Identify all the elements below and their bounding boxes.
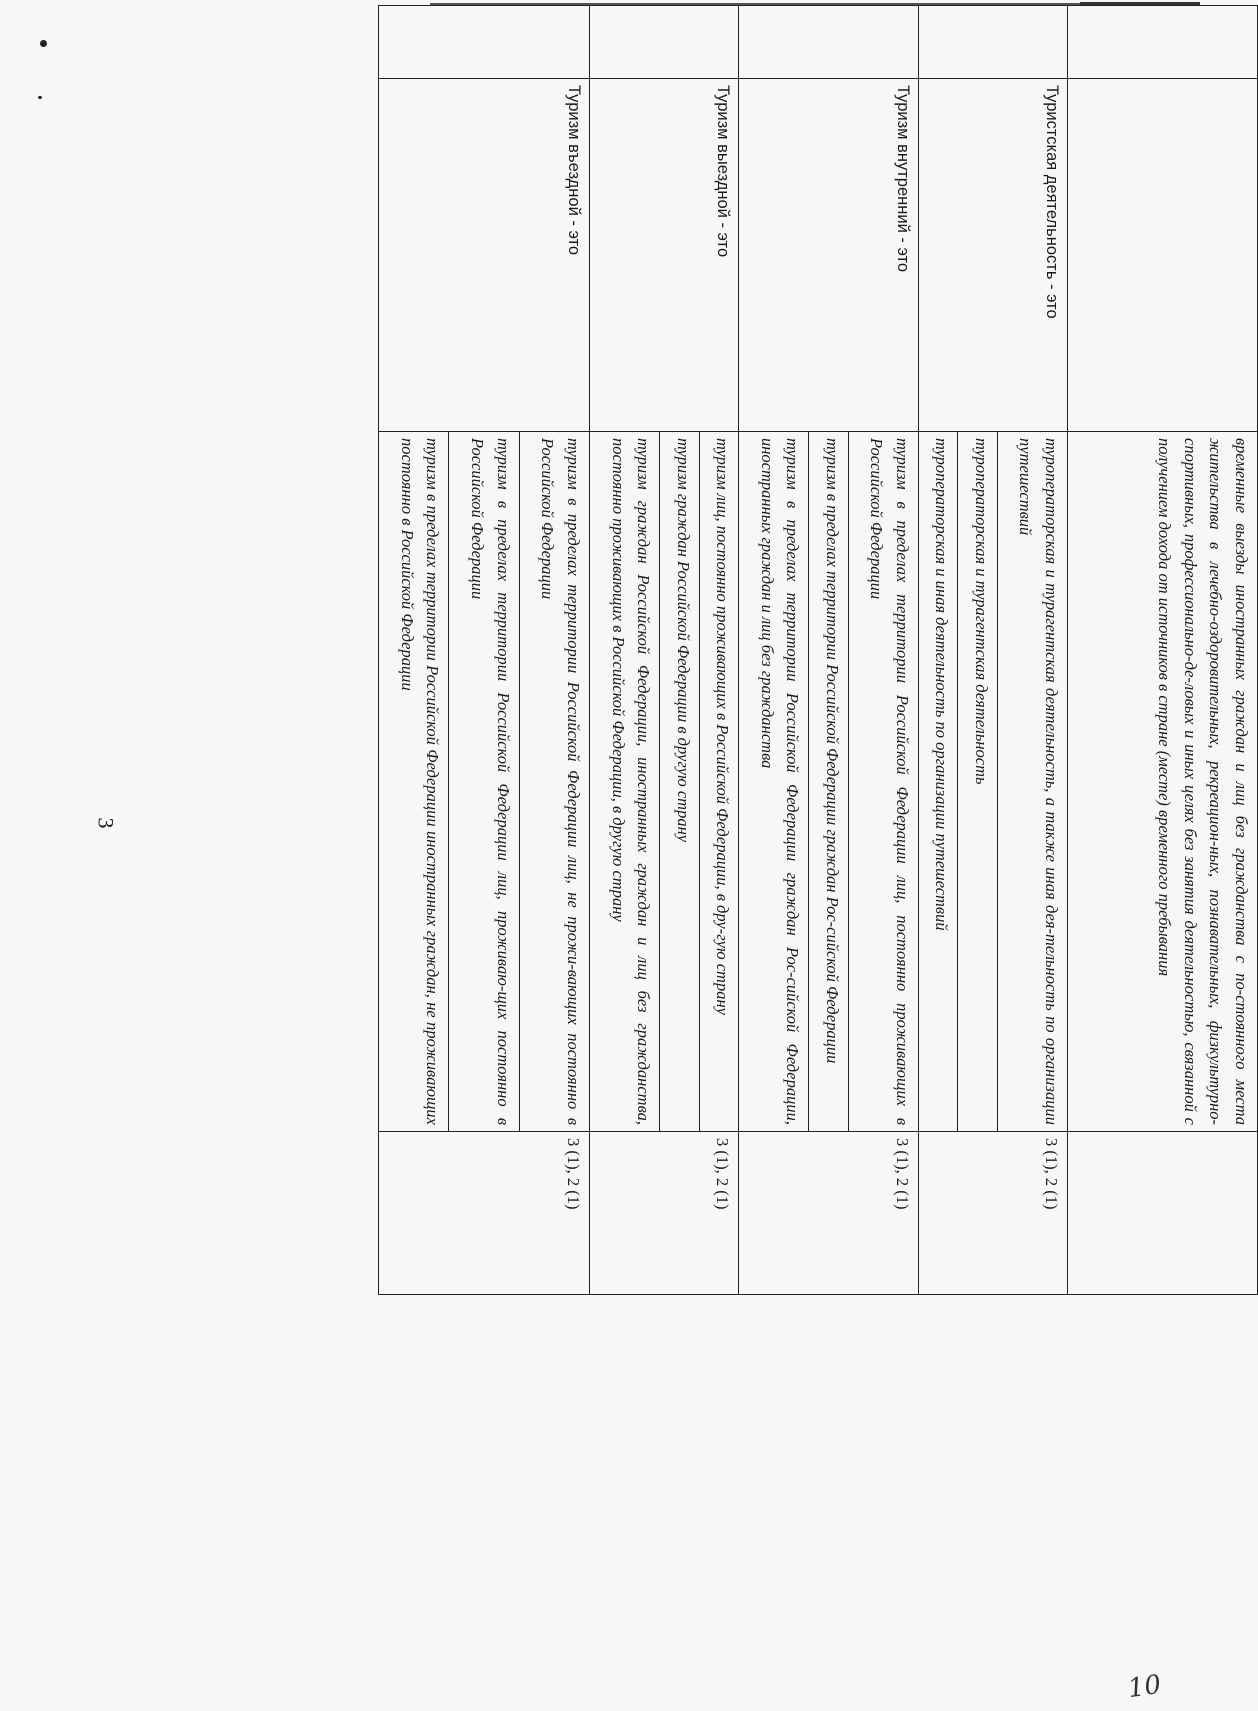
option-cell: туризм граждан Российской Федерации в другую страну xyxy=(660,432,699,1132)
option-cell: туризм граждан Российской Федерации, иностранных граждан и лиц без гражданства, постоянно проживающих в Российской Федерации, в другую страну xyxy=(589,432,659,1132)
term-cell xyxy=(1068,79,1258,432)
term-cell: Туристская деятельность - это xyxy=(918,79,1067,432)
page-number: 3 xyxy=(93,817,119,829)
test-questions-table xyxy=(378,5,1258,1295)
answer-cell: 3 (1), 2 (1) xyxy=(738,1132,918,1295)
table-row xyxy=(519,6,589,1295)
term-cell: Туризм въездной - это xyxy=(379,79,590,432)
answer-cell xyxy=(1068,1132,1258,1295)
row-number-cell xyxy=(379,6,590,79)
row-number-cell xyxy=(1068,6,1258,79)
option-cell: туроператорская и турагентская деятельность, а также иная дея-тельность по организации путешествий xyxy=(997,432,1067,1132)
table-row xyxy=(848,6,918,1295)
option-cell: туризм в пределах территории Российской Федерации граждан Рос-сийской Федерации, иностранных граждан и лиц без гражданства xyxy=(738,432,808,1132)
option-cell: туризм в пределах территории Российской Федерации лиц, не прожи-вающих постоянно в Российской Федерации xyxy=(519,432,589,1132)
answer-cell: 3 (1), 2 (1) xyxy=(589,1132,738,1295)
row-number-cell xyxy=(738,6,918,79)
table-row xyxy=(997,6,1067,1295)
scan-speck xyxy=(40,40,47,47)
answer-cell: 3 (1), 2 (1) xyxy=(918,1132,1067,1295)
option-cell: туризм в пределах территории Российской Федерации граждан Рос-сийской Федерации xyxy=(809,432,848,1132)
option-cell: туроператорская и иная деятельность по организации путешествий xyxy=(918,432,957,1132)
option-cell: туроператорская и турагентская деятельность xyxy=(958,432,997,1132)
answer-cell: 3 (1), 2 (1) xyxy=(379,1132,590,1295)
row-number-cell xyxy=(589,6,738,79)
term-cell: Туризм внутренний - это xyxy=(738,79,918,432)
rotated-table-container xyxy=(378,5,1258,1295)
option-cell: туризм в пределах территории Российской Федерации иностранных граждан, не проживающих постоянно в Российской Федерации xyxy=(379,432,449,1132)
row-number-cell xyxy=(918,6,1067,79)
option-cell: временные выезды иностранных граждан и лиц без гражданства с по-стоянного места жительства в лечебно-оздоровительных, рекреацион-ных, познавательных, физкультурно-спортивных, профессионально-де-ловых и иных целях без занятия деятельностью, связанной с получением дохода от источников в стране (месте) временного пребывания xyxy=(1068,432,1258,1132)
handwritten-note: 10 xyxy=(1126,1669,1164,1705)
option-cell: туризм лиц, постоянно проживающих в Российской Федерации, в дру-гую страну xyxy=(699,432,738,1132)
term-cell: Туризм выездной - это xyxy=(589,79,738,432)
scan-speck xyxy=(38,96,42,99)
option-cell: туризм в пределах территории Российской Федерации лиц, постоянно проживающих в Российской Федерации xyxy=(848,432,918,1132)
table-row xyxy=(699,6,738,1295)
table-row xyxy=(1068,6,1258,1295)
option-cell: туризм в пределах территории Российской Федерации лиц, проживаю-щих постоянно в Российской Федерации xyxy=(449,432,519,1132)
